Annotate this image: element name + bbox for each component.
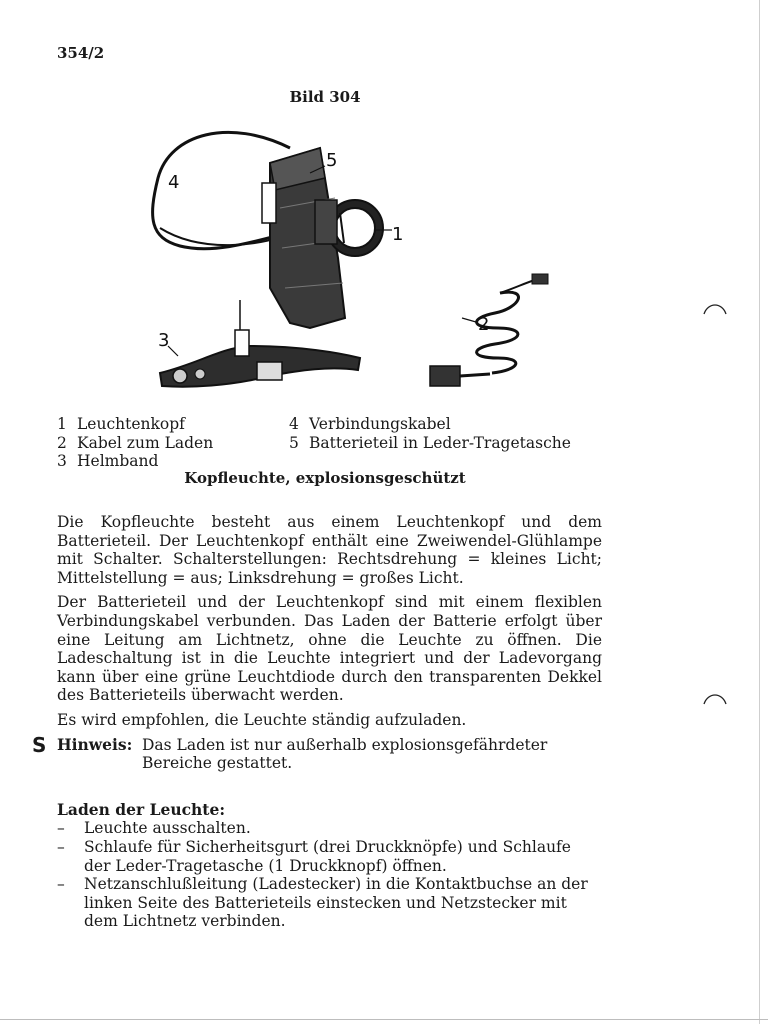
legend-column-right: [289, 415, 571, 452]
note-label: Hinweis:: [57, 734, 133, 754]
paragraph: Der Batterieteil und der Leuchtenkopf sind mit einem flexiblen Verbindungskabel verbunden. Das Laden der Batterie erfolgt über eine Leitung am Lichtnetz, ohne die Leuchte zu öffnen. Die Ladeschaltung ist in die Leuchte integriert und der Ladevorgang kann über eine grüne Leuchtdiode durch den transparenten Dekkel des Batterieteils überwacht werden.: [57, 593, 602, 705]
binding-hole-mark: [702, 690, 728, 706]
list-item: – Netzanschlußleitung (Ladestecker) in die Kontaktbuchse an der linken Seite des Batterieteils einstecken und Netzstecker mit dem Lichtnetz verbinden.: [57, 875, 588, 931]
paragraph: Es wird empfohlen, die Leuchte ständig aufzuladen.: [57, 710, 467, 729]
legend-item: 4 Verbindungskabel: [289, 415, 451, 433]
legend-column-left: [57, 415, 213, 471]
body-text: [32, 513, 602, 931]
section-heading: Laden der Leuchte:: [57, 799, 226, 819]
paragraph: Die Kopfleuchte besteht aus einem Leuchtenkopf und dem Batterieteil. Der Leuchtenkopf enthält eine Zweiwendel-Glühlampe mit Schalter. Schalterstellungen: Rechtsdrehung = kleines Licht; Mittelstellung = aus; Linksdrehung = großes Licht.: [57, 513, 602, 587]
scan-bottom-edge: [0, 1019, 768, 1020]
callout-4: 4: [168, 172, 180, 193]
list-item: – Schlaufe für Sicherheitsgurt (drei Druckknöpfe) und Schlaufe der Leder-Tragetasche (1 Druckknopf) öffnen.: [57, 837, 571, 875]
safety-note: [32, 732, 602, 773]
note-text: Das Laden ist nur außerhalb explosionsgefährdeter Bereiche gestattet.: [142, 735, 548, 773]
legend-item: 1 Leuchtenkopf: [57, 415, 185, 433]
figure-caption: Kopfleuchte, explosionsgeschützt: [184, 469, 466, 487]
callout-3: 3: [158, 330, 170, 351]
binding-hole-mark: [702, 300, 728, 316]
callout-1: 1: [392, 224, 404, 245]
callout-2: 2: [478, 314, 490, 335]
headlamp-illustration: [140, 118, 600, 408]
legend-item: 5 Batterieteil in Leder-Tragetasche: [289, 433, 571, 452]
list-item: – Leuchte ausschalten.: [57, 819, 251, 838]
legend-item: 3 Helmband: [57, 452, 159, 470]
figure-title: Bild 304: [289, 88, 361, 106]
callout-5: 5: [326, 150, 338, 171]
charging-steps: [57, 819, 602, 931]
headlamp-figure: [140, 118, 600, 408]
legend-item: 2 Kabel zum Laden: [57, 433, 214, 452]
page-number: 354/2: [57, 44, 105, 62]
safety-marker: S: [32, 732, 47, 757]
scan-edge: [759, 0, 760, 1024]
